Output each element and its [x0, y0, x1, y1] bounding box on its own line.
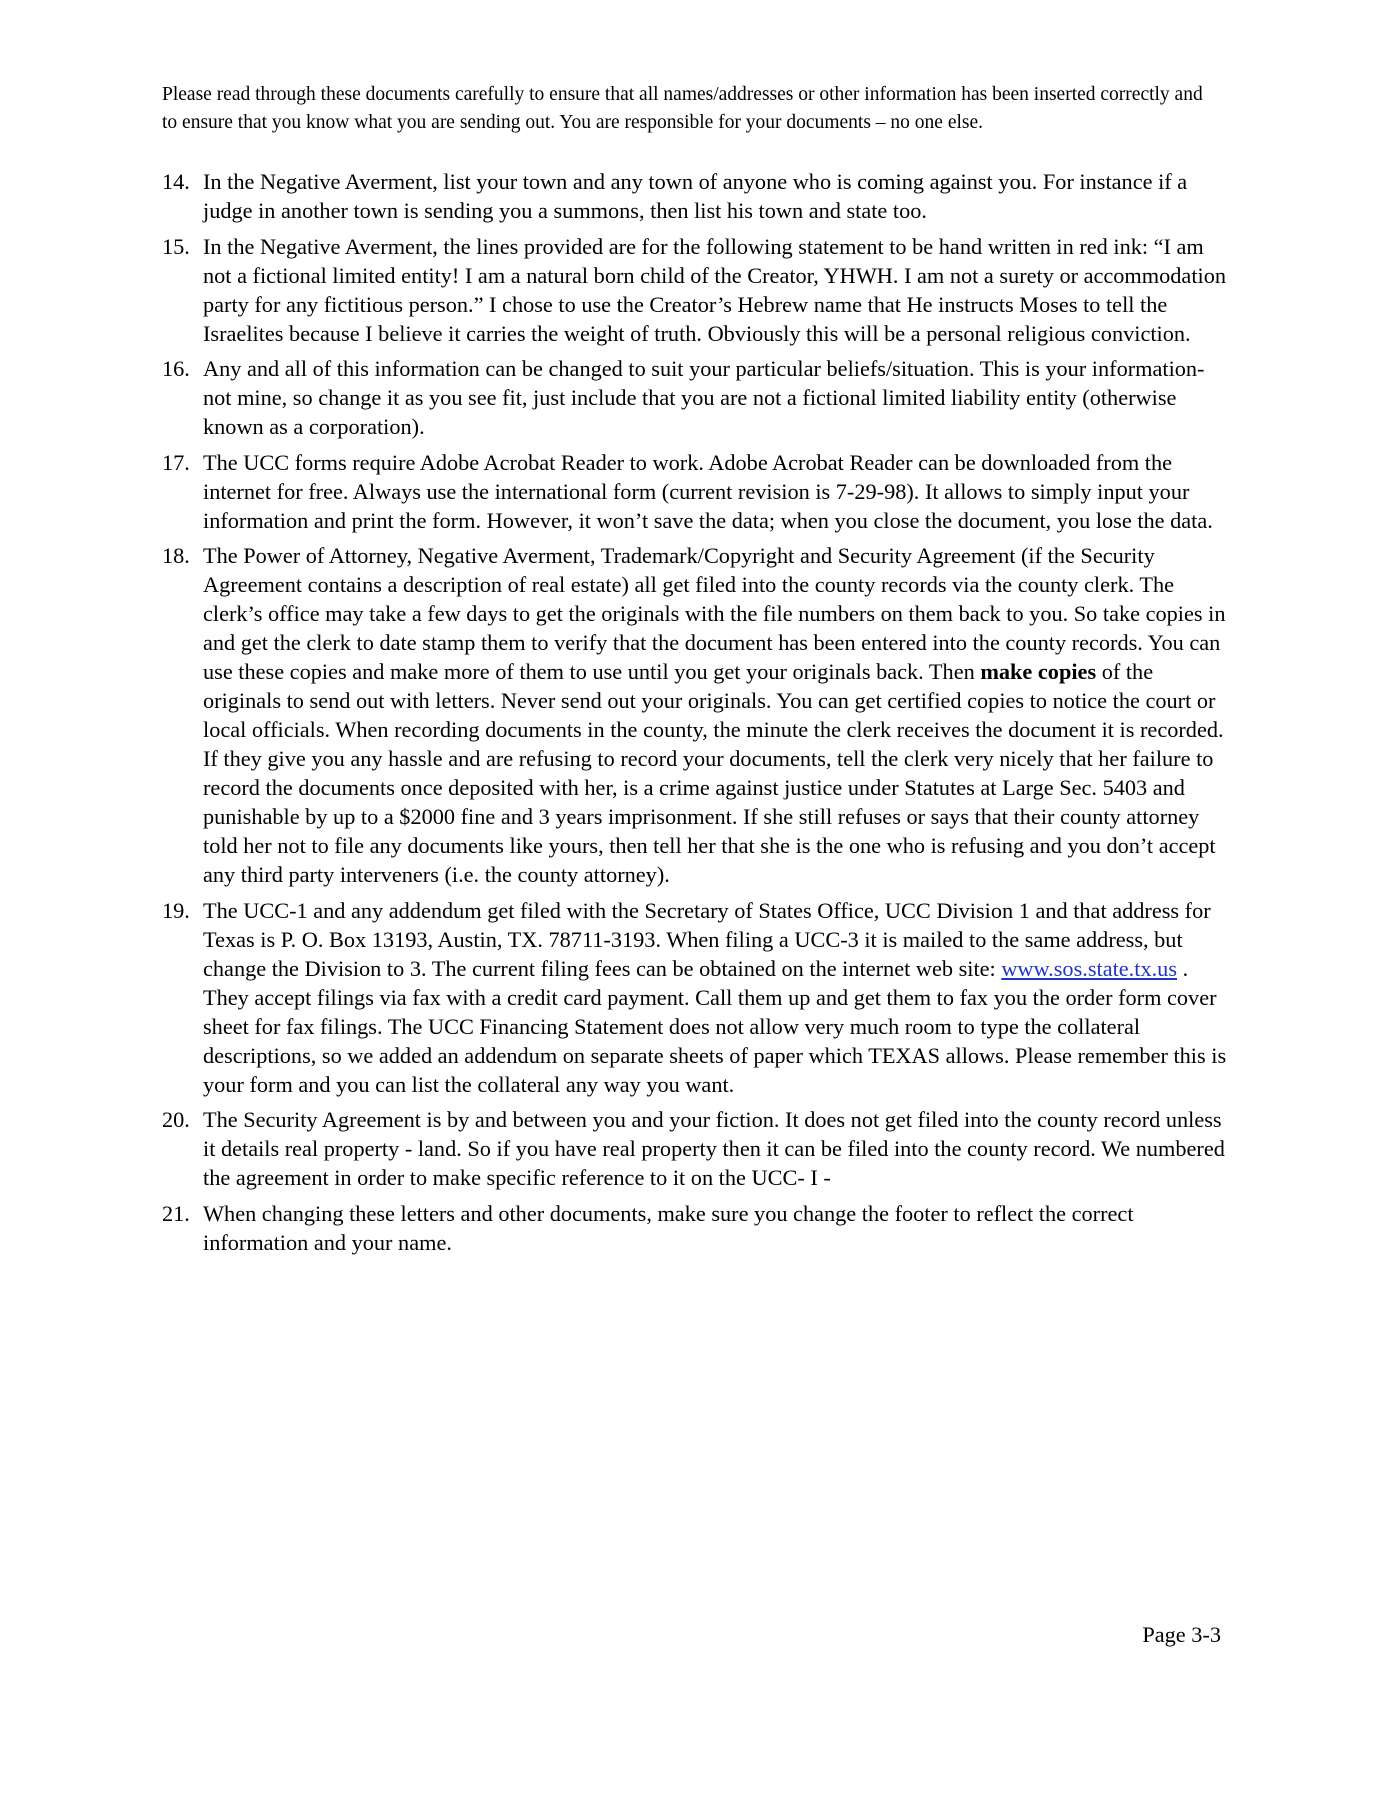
list-item	[162, 167, 1232, 225]
item-text-part: The Power of Attorney, Negative Averment, Trademark/Copyright and Security Agreement (if the Security Agreement contains a description of real estate) all get filed into the county records via the county clerk. The clerk’s office may take a few days to get the originals with the file numbers on them back to you. So take copies in and get the clerk to date stamp them to verify that the document has been entered into the county records. You can use these copies and make more of them to use until you get your originals back. Then	[203, 543, 1226, 684]
page-number: Page 3-3	[1142, 1622, 1221, 1647]
item-text-part: of the originals to send out with letters. Never send out your originals. You can get certified copies to notice the court or local officials. When recording documents in the county, the minute the clerk receives the document it is recorded. If they give you any hassle and are refusing to record your documents, tell the clerk very nicely that her failure to record the documents once deposited with her, is a crime against justice under Statutes at Large Sec. 5403 and punishable by up to a $2000 fine and 3 years imprisonment. If she still refuses or says that their county attorney told her not to file any documents like yours, then tell her that she is the one who is refusing and you don’t accept any third party interveners (i.e. the county attorney).	[203, 659, 1224, 887]
list-item	[162, 1199, 1232, 1257]
item-text	[203, 541, 1232, 889]
item-number: 20.	[162, 1107, 190, 1132]
item-number: 21.	[162, 1200, 190, 1226]
item-text: Any and all of this information can be changed to suit your particular beliefs/situation. This is your information-not mine, so change it as you see fit, just include that you are not a fictional limited liability entity (otherwise known as a corporation).	[203, 356, 1205, 439]
intro-paragraph: Please read through these documents carefully to ensure that all names/addresses or other information has been inserted correctly and to ensure that you know what you are sending out. You are responsible for your documents – no one else.	[162, 84, 1203, 133]
item-text: The UCC forms require Adobe Acrobat Reader to work. Adobe Acrobat Reader can be downloaded from the internet for free. Always use the international form (current revision is 7-29-98). It allows to simply input your information and print the form. However, it won’t save the data; when you close the document, you lose the data.	[203, 449, 1213, 533]
list-item	[162, 232, 1232, 348]
item-text-part: The UCC-1 and any addendum get filed with the Secretary of States Office, UCC Division 1 and that address for Texas is P. O. Box 13193, Austin, TX. 78711-3193. When filing a UCC-3 it is mailed to the same address, but change the Division to 3. The current filing fees can be obtained on the internet web site:	[203, 897, 1211, 981]
make-copies-emphasis: make copies	[980, 659, 1097, 684]
sos-website-link[interactable]: www.sos.state.tx.us	[1001, 955, 1177, 981]
item-text: When changing these letters and other documents, make sure you change the footer to reflect the correct information and your name.	[203, 1200, 1134, 1255]
list-item	[162, 448, 1232, 535]
item-number: 14.	[162, 169, 190, 194]
instructions-list	[162, 167, 1232, 1263]
item-text-part: . They accept filings via fax with a credit card payment. Call them up and get them to fax you the order form cover sheet for fax filings. The UCC Financing Statement does not allow very much room to type the collateral descriptions, so we added an addendum on separate sheets of paper which TEXAS allows. Please remember this is your form and you can list the collateral any way you want.	[203, 955, 1227, 1097]
list-item	[162, 896, 1232, 1099]
item-number: 16.	[162, 356, 190, 381]
list-item	[162, 1105, 1232, 1192]
item-number: 17.	[162, 449, 190, 475]
item-number: 19.	[162, 897, 190, 923]
item-text: The Security Agreement is by and between you and your fiction. It does not get filed into the county record unless it details real property - land. So if you have real property then it can be filed into the county record. We numbered the agreement in order to make specific reference to it on the UCC- I -	[203, 1107, 1225, 1190]
list-item	[162, 354, 1232, 441]
item-number: 15.	[162, 233, 190, 259]
item-text: In the Negative Averment, the lines provided are for the following statement to be hand written in red ink: “I am not a fictional limited entity! I am a natural born child of the Creator, YHWH. I am not a surety or accommodation party for any fictitious person.” I chose to use the Creator’s Hebrew name that He instructs Moses to tell the Israelites because I believe it carries the weight of truth. Obviously this will be a personal religious conviction.	[203, 233, 1226, 346]
item-text: In the Negative Averment, list your town and any town of anyone who is coming against you. For instance if a judge in another town is sending you a summons, then list his town and state too.	[203, 169, 1188, 223]
list-item	[162, 541, 1232, 889]
item-number: 18.	[162, 543, 190, 568]
item-text	[203, 896, 1232, 1099]
